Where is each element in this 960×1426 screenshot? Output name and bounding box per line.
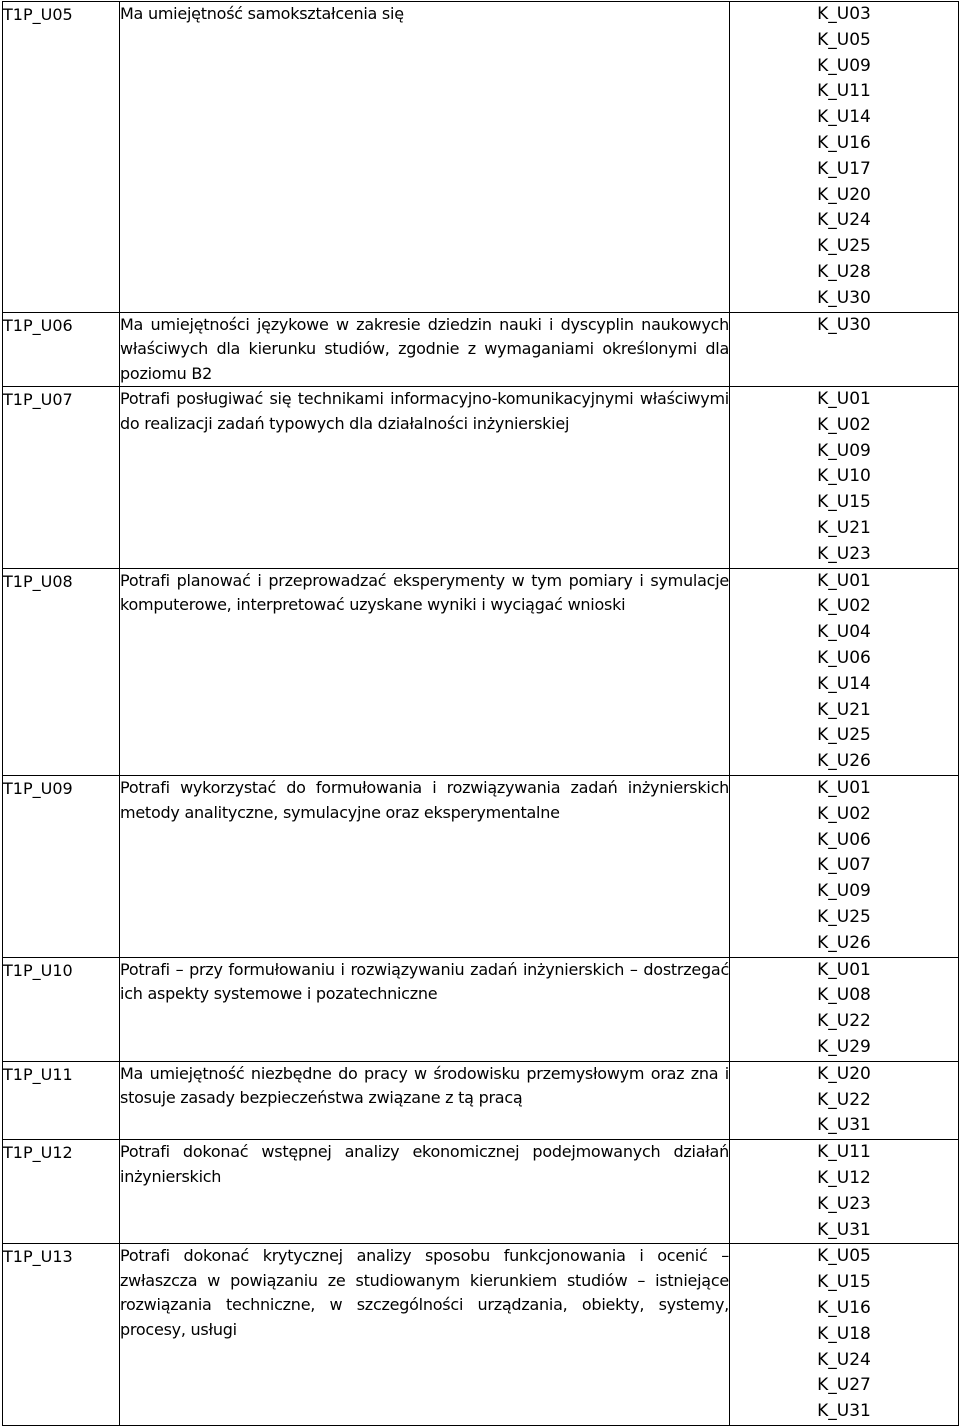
reference-code: K_U12 (817, 1167, 871, 1188)
outcome-code: T1P_U13 (3, 1244, 120, 1426)
outcome-references (730, 387, 959, 569)
reference-code: K_U30 (817, 314, 871, 335)
reference-code: K_U16 (817, 1297, 871, 1318)
outcome-row (3, 387, 959, 569)
reference-code: K_U15 (817, 1272, 871, 1293)
reference-code: K_U07 (817, 855, 871, 876)
reference-code: K_U22 (817, 1089, 871, 1110)
outcome-description: Potrafi planować i przeprowadzać eksperymenty w tym pomiary i symulacje komputerowe, interpretować uzyskane wyniki i wyciągać wnioski (120, 568, 730, 775)
reference-code: K_U03 (817, 4, 871, 24)
outcome-description: Potrafi wykorzystać do formułowania i rozwiązywania zadań inżynierskich metody analityczne, symulacyjne oraz eksperymentalne (120, 776, 730, 958)
reference-code: K_U26 (817, 932, 871, 953)
reference-code: K_U01 (817, 778, 871, 799)
outcome-code: T1P_U09 (3, 776, 120, 958)
outcome-row (3, 957, 959, 1061)
outcome-row (3, 1140, 959, 1244)
reference-code: K_U10 (817, 466, 871, 487)
outcome-row (3, 1061, 959, 1139)
reference-code: K_U16 (817, 132, 871, 153)
reference-code: K_U04 (817, 622, 871, 643)
reference-code: K_U02 (817, 803, 871, 824)
reference-code: K_U15 (817, 492, 871, 513)
reference-code: K_U01 (817, 570, 871, 591)
outcome-code: T1P_U12 (3, 1140, 120, 1244)
reference-code: K_U06 (817, 829, 871, 850)
outcome-references (730, 776, 959, 958)
reference-code: K_U14 (817, 107, 871, 128)
outcome-references (730, 1061, 959, 1139)
reference-code: K_U02 (817, 414, 871, 435)
outcome-description: Potrafi dokonać krytycznej analizy sposobu funkcjonowania i ocenić – zwłaszcza w powiązaniu ze studiowanym kierunkiem studiów – istniejące rozwiązania techniczne, w szczególności urządzania, obiekty, systemy, procesy, usługi (120, 1244, 730, 1426)
reference-code: K_U21 (817, 699, 871, 720)
outcome-code: T1P_U10 (3, 957, 120, 1061)
reference-code: K_U23 (817, 543, 871, 564)
outcome-references (730, 1140, 959, 1244)
reference-code: K_U09 (817, 440, 871, 461)
reference-code: K_U23 (817, 1193, 871, 1214)
outcome-description: Potrafi posługiwać się technikami informacyjno-komunikacyjnymi właściwymi do realizacji zadań typowych dla działalności inżynierskiej (120, 387, 730, 569)
outcome-code: T1P_U06 (3, 312, 120, 387)
reference-code: K_U09 (817, 881, 871, 902)
outcome-row (3, 312, 959, 387)
reference-code: K_U09 (817, 55, 871, 76)
reference-code: K_U17 (817, 158, 871, 179)
reference-code: K_U20 (817, 1063, 871, 1084)
outcome-description: Ma umiejętności językowe w zakresie dziedzin nauki i dyscyplin naukowych właściwych dla kierunku studiów, zgodnie z wymaganiami określonymi dla poziomu B2 (120, 312, 730, 387)
outcome-row (3, 2, 959, 313)
outcome-description: Potrafi dokonać wstępnej analizy ekonomicznej podejmowanych działań inżynierskich (120, 1140, 730, 1244)
reference-code: K_U21 (817, 518, 871, 539)
outcome-code: T1P_U08 (3, 568, 120, 775)
reference-code: K_U27 (817, 1375, 871, 1396)
reference-code: K_U24 (817, 1349, 871, 1370)
reference-code: K_U30 (817, 287, 871, 308)
outcome-references (730, 568, 959, 775)
reference-code: K_U01 (817, 389, 871, 410)
reference-code: K_U06 (817, 648, 871, 669)
outcome-references (730, 1244, 959, 1426)
reference-code: K_U02 (817, 596, 871, 617)
outcome-description: Ma umiejętność niezbędne do pracy w środowisku przemysłowym oraz zna i stosuje zasady bezpieczeństwa związane z tą pracą (120, 1061, 730, 1139)
outcome-description: Ma umiejętność samokształcenia się (120, 2, 730, 313)
reference-code: K_U08 (817, 985, 871, 1006)
outcome-code: T1P_U05 (3, 2, 120, 313)
outcomes-table-body (3, 2, 959, 1426)
reference-code: K_U18 (817, 1323, 871, 1344)
reference-code: K_U31 (817, 1115, 871, 1136)
reference-code: K_U01 (817, 959, 871, 980)
reference-code: K_U28 (817, 261, 871, 282)
outcome-code: T1P_U11 (3, 1061, 120, 1139)
reference-code: K_U05 (817, 1246, 871, 1267)
outcome-references (730, 957, 959, 1061)
outcome-row (3, 776, 959, 958)
reference-code: K_U29 (817, 1036, 871, 1057)
reference-code: K_U11 (817, 81, 871, 102)
reference-code: K_U26 (817, 751, 871, 772)
reference-code: K_U20 (817, 184, 871, 205)
reference-code: K_U14 (817, 673, 871, 694)
outcome-references (730, 312, 959, 387)
outcome-description: Potrafi – przy formułowaniu i rozwiązywaniu zadań inżynierskich – dostrzegać ich aspekty systemowe i pozatechniczne (120, 957, 730, 1061)
reference-code: K_U25 (817, 725, 871, 746)
outcome-row (3, 1244, 959, 1426)
reference-code: K_U22 (817, 1011, 871, 1032)
reference-code: K_U25 (817, 907, 871, 927)
reference-code: K_U31 (817, 1219, 871, 1240)
reference-code: K_U05 (817, 29, 871, 50)
outcome-code: T1P_U07 (3, 387, 120, 569)
reference-code: K_U11 (817, 1142, 871, 1163)
learning-outcomes-table (2, 1, 959, 1426)
reference-code: K_U24 (817, 210, 871, 231)
reference-code: K_U25 (817, 236, 871, 257)
outcome-references (730, 2, 959, 313)
outcome-row (3, 568, 959, 775)
reference-code: K_U31 (817, 1401, 871, 1422)
